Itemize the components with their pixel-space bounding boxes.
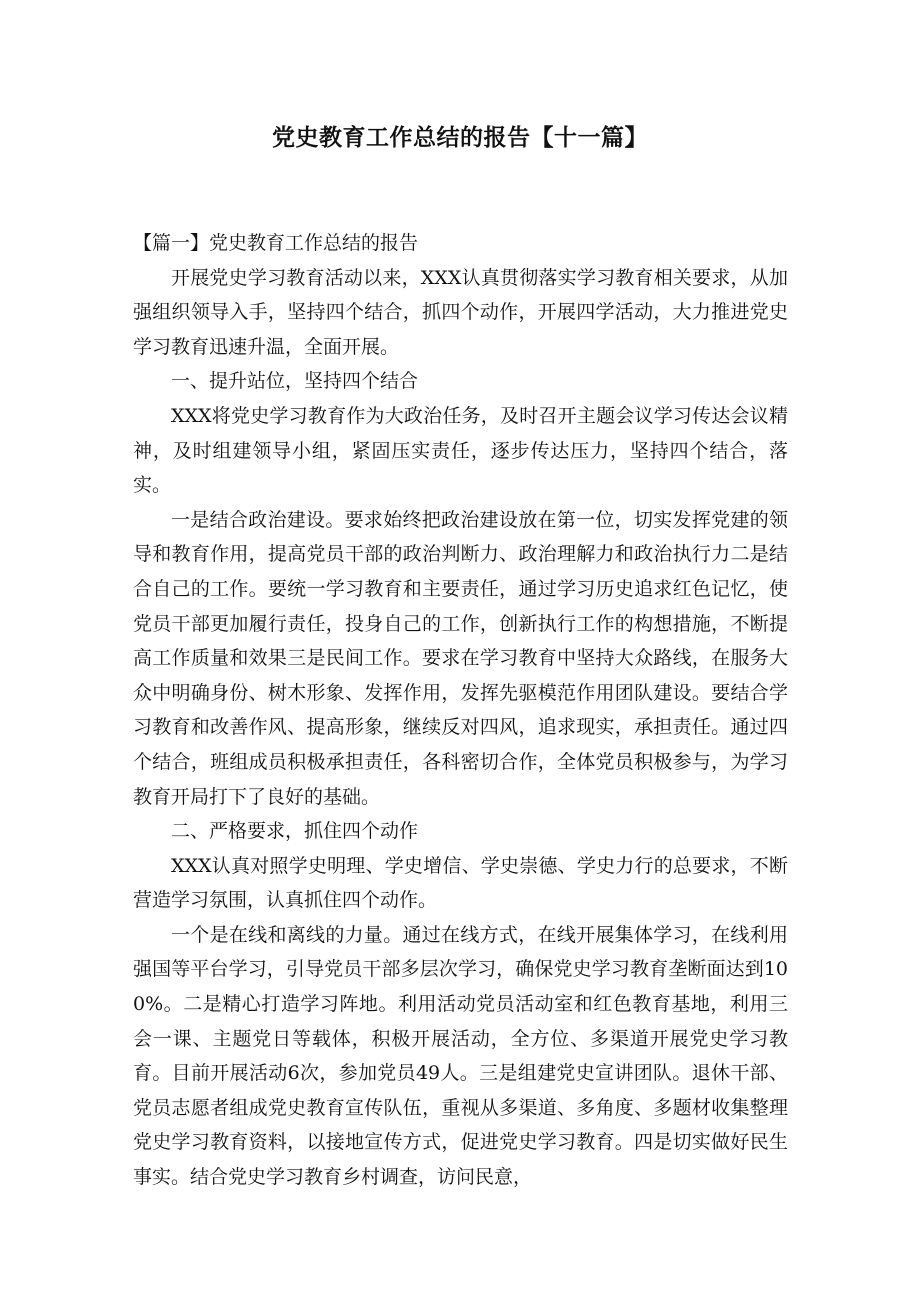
paragraph: 开展党史学习教育活动以来，XXX认真贯彻落实学习教育相关要求，从加强组织领导入手，坚持四个结合，抓四个动作，开展四学活动，大力推进党史学习教育迅速升温，全面开展。 [133,266,788,358]
subheading: 二、严格要求，抓住四个动作 [171,820,419,843]
subheading: 一、提升站位，坚持四个结合 [171,370,419,393]
document-title: 党史教育工作总结的报告【十一篇】 [272,125,648,151]
paragraph: 一是结合政治建设。要求始终把政治建设放在第一位，切实发挥党建的领导和教育作用，提高党员干部的政治判断力、政治理解力和政治执行力二是结合自己的工作。要统一学习教育和主要责任，通过学习历史追求红色记忆，使党员干部更加履行责任，投身自己的工作，创新执行工作的构想措施，不断提高工作质量和效果三是民间工作。要求在学习教育中坚持大众路线，在服务大众中明确身份、树木形象、发挥作用，发挥先驱模范作用团队建设。要结合学习教育和改善作风、提高形象，继续反对四风，追求现实，承担责任。通过四个结合，班组成员积极承担责任，各科密切合作，全体党员积极参与，为学习教育开局打下了良好的基础。 [133,508,788,808]
paragraph: XXX认真对照学史明理、学史增信、学史崇德、学史力行的总要求，不断营造学习氛围，认真抓住四个动作。 [133,854,788,912]
paragraph: 一个是在线和离线的力量。通过在线方式，在线开展集体学习，在线利用强国等平台学习，引导党员干部多层次学习，确保党史学习教育垄断面达到100%。二是精心打造学习阵地。利用活动党员活动室和红色教育基地，利用三会一课、主题党日等载体，积极开展活动，全方位、多渠道开展党史学习教育。目前开展活动6次，参加党员49人。三是组建党史宣讲团队。退休干部、党员志愿者组成党史教育宣传队伍，重视从多渠道、多角度、多题材收集整理党史学习教育资料，以接地宣传方式，促进党史学习教育。四是切实做好民生事实。结合党史学习教育乡村调查，访问民意， [133,923,788,1189]
section-heading: 【篇一】党史教育工作总结的报告 [133,232,419,254]
document-body [133,226,788,1195]
paragraph: XXX将党史学习教育作为大政治任务，及时召开主题会议学习传达会议精神，及时组建领导小组，紧固压实责任，逐步传达压力，坚持四个结合，落实。 [133,404,788,497]
